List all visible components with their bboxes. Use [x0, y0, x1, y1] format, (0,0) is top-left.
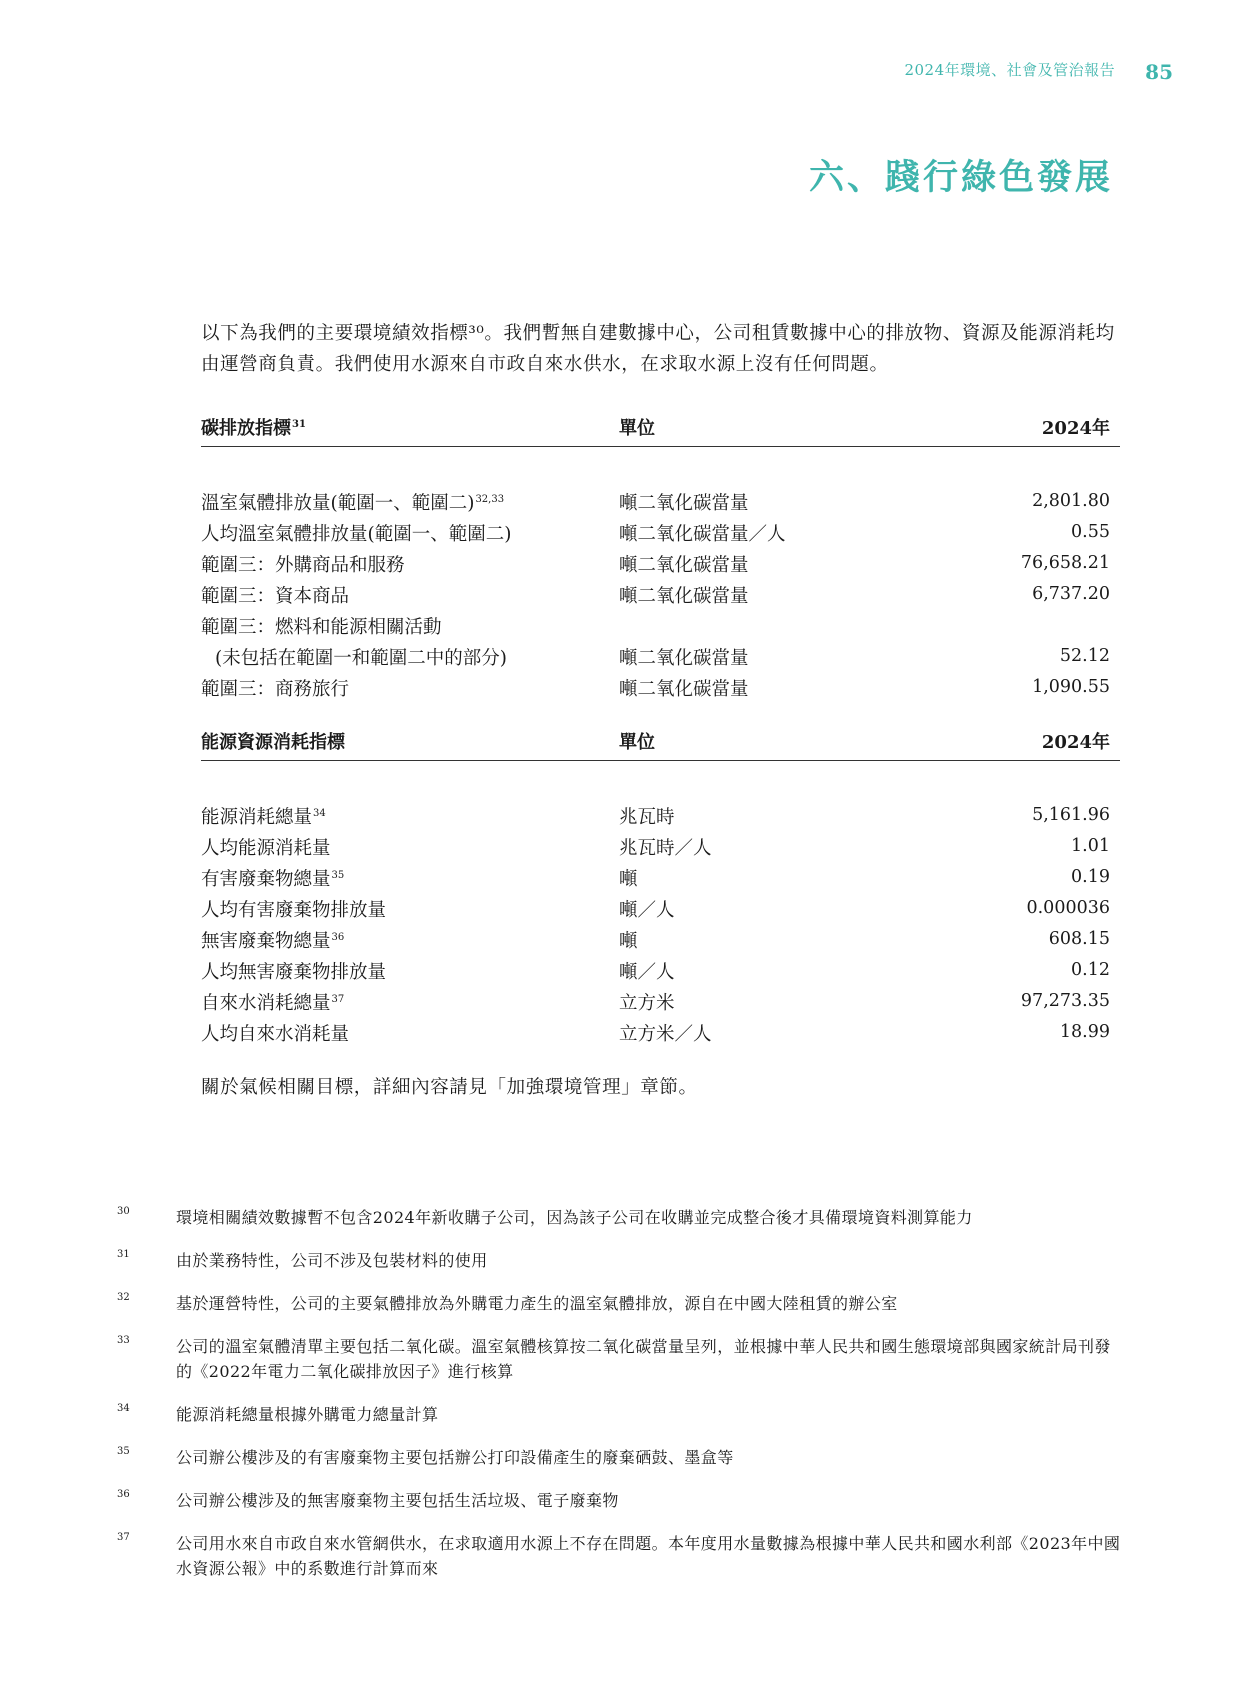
footnote-text: 環境相關績效數據暫不包含2024年新收購子公司，因為該子公司在收購並完成整合後才具備環境資料測算能力 — [176, 1208, 973, 1227]
indicator-name — [201, 613, 442, 639]
indicator-value: 0.000036 — [1026, 898, 1110, 918]
footnote-ref: 37 — [331, 994, 345, 1005]
indicator-unit: 噸二氧化碳當量 — [619, 586, 749, 607]
footnote-ref: 35 — [331, 870, 345, 881]
indicator-label: 無害廢棄物總量 — [201, 931, 331, 952]
footnote-ref: 32,33 — [475, 494, 505, 505]
table-row — [201, 801, 1120, 832]
indicator-name — [201, 865, 344, 891]
footnote-number: 34 — [117, 1403, 130, 1414]
indicator-name — [201, 803, 326, 829]
footnote-item — [0, 1531, 1241, 1581]
indicator-name — [201, 551, 405, 577]
indicator-unit: 噸／人 — [619, 900, 675, 921]
indicator-name — [201, 1020, 349, 1046]
footnote-ref: 34 — [313, 808, 326, 819]
indicator-value: 5,161.96 — [1032, 805, 1110, 825]
unit-heading: 單位 — [619, 418, 655, 439]
footnote-text: 公司用水來自市政自來水管網供水，在求取適用水源上不存在問題。本年度用水量數據為根據中華人民共和國水利部《2023年中國水資源公報》中的系數進行計算而來 — [176, 1534, 1121, 1578]
indicator-name — [201, 675, 349, 701]
footnote-item — [0, 1291, 1241, 1316]
indicator-label: 人均溫室氣體排放量(範圍一、範圍二) — [201, 524, 512, 545]
indicator-value: 1,090.55 — [1032, 677, 1110, 697]
indicator-unit: 兆瓦時／人 — [619, 838, 712, 859]
indicator-label: 能源消耗總量 — [201, 807, 313, 828]
indicator-value: 52.12 — [1059, 646, 1110, 666]
footnote-ref: 36 — [331, 932, 345, 943]
indicator-unit: 兆瓦時 — [619, 807, 675, 828]
table-row — [201, 611, 1120, 642]
table-row — [201, 894, 1120, 925]
table-row — [201, 549, 1120, 580]
footnote-text: 公司的溫室氣體清單主要包括二氧化碳。溫室氣體核算按二氧化碳當量呈列，並根據中華人民共和國生態環境部與國家統計局刊發的《2022年電力二氧化碳排放因子》進行核算 — [176, 1337, 1111, 1381]
indicator-label: 人均自來水消耗量 — [201, 1024, 350, 1045]
indicator-value: 1.01 — [1071, 836, 1110, 856]
footnote-item — [0, 1488, 1241, 1513]
indicator-label: 人均有害廢棄物排放量 — [201, 900, 387, 921]
indicator-unit: 立方米／人 — [619, 1024, 712, 1045]
indicator-label: 自來水消耗總量 — [201, 993, 331, 1014]
footnote-number: 31 — [117, 1249, 130, 1260]
report-title: 2024年環境、社會及管治報告 — [904, 61, 1116, 79]
footnote-item — [0, 1248, 1241, 1273]
indicator-label: 人均無害廢棄物排放量 — [201, 962, 387, 983]
indicator-name — [201, 520, 511, 546]
intro-paragraph: 以下為我們的主要環境績效指標³⁰。我們暫無自建數據中心，公司租賃數據中心的排放物、資源及能源消耗均由運營商負責。我們使用水源來自市政自來水供水，在求取水源上沒有任何問題。 — [201, 323, 1115, 375]
footnotes — [0, 1205, 1241, 1599]
indicator-unit: 噸二氧化碳當量 — [619, 679, 749, 700]
energy-table-header — [201, 724, 1120, 761]
energy-table-body — [201, 801, 1120, 1049]
table-row — [201, 487, 1120, 518]
indicator-unit: 噸二氧化碳當量／人 — [619, 524, 786, 545]
indicator-name — [201, 958, 386, 984]
indicator-label: 範圍三：外購商品和服務 — [201, 555, 405, 576]
indicator-label: 人均能源消耗量 — [201, 838, 331, 859]
year-heading: 2024年 — [1041, 418, 1110, 439]
footnote-item — [0, 1445, 1241, 1470]
footnote-text: 公司辦公樓涉及的無害廢棄物主要包括生活垃圾、電子廢棄物 — [176, 1491, 619, 1510]
year-heading: 2024年 — [1041, 732, 1110, 753]
indicator-name — [201, 489, 504, 515]
footnote-item — [0, 1205, 1241, 1230]
footnote-text: 公司辦公樓涉及的有害廢棄物主要包括辦公打印設備產生的廢棄硒鼓、墨盒等 — [176, 1448, 734, 1467]
table-row — [201, 673, 1120, 704]
indicator-unit: 噸 — [619, 869, 638, 890]
table-row — [201, 987, 1120, 1018]
indicator-unit: 噸二氧化碳當量 — [619, 648, 749, 669]
table-row — [201, 956, 1120, 987]
indicator-label: 範圍三：燃料和能源相關活動 — [201, 617, 442, 638]
indicator-label: 範圍三：商務旅行 — [201, 679, 350, 700]
footnote-number: 33 — [117, 1335, 130, 1346]
footnote-number: 36 — [117, 1489, 130, 1500]
footnote-number: 37 — [117, 1532, 130, 1543]
footnote-number: 35 — [117, 1446, 130, 1457]
footnote-item — [0, 1402, 1241, 1427]
indicator-name — [215, 644, 507, 670]
carbon-emission-table — [201, 410, 1120, 704]
indicator-label: 範圍三：資本商品 — [201, 586, 350, 607]
table-row — [201, 925, 1120, 956]
climate-note: 關於氣候相關目標，詳細內容請見「加強環境管理」章節。 — [201, 1077, 698, 1098]
footnote-text: 能源消耗總量根據外購電力總量計算 — [176, 1405, 439, 1424]
footnote-item — [0, 1334, 1241, 1384]
unit-heading: 單位 — [619, 732, 655, 753]
indicator-value: 608.15 — [1048, 929, 1110, 949]
table-row — [201, 832, 1120, 863]
page-number: 85 — [1145, 60, 1173, 84]
indicator-value: 76,658.21 — [1020, 553, 1110, 573]
indicator-value: 0.12 — [1071, 960, 1110, 980]
indicator-unit: 立方米 — [619, 993, 675, 1014]
indicator-value: 97,273.35 — [1020, 991, 1110, 1011]
carbon-table-body — [201, 487, 1120, 704]
indicator-value: 0.19 — [1071, 867, 1110, 887]
table-row — [201, 580, 1120, 611]
indicator-label: 溫室氣體排放量(範圍一、範圍二) — [201, 493, 475, 514]
indicator-unit: 噸二氧化碳當量 — [619, 493, 749, 514]
indicator-value: 2,801.80 — [1032, 491, 1110, 511]
indicator-value: 18.99 — [1059, 1022, 1110, 1042]
indicator-unit: 噸二氧化碳當量 — [619, 555, 749, 576]
indicator-name — [201, 582, 349, 608]
indicator-name — [201, 927, 344, 953]
carbon-heading: 碳排放指標$^{31}$ — [201, 418, 306, 439]
table-row — [201, 1018, 1120, 1049]
indicator-name — [201, 989, 344, 1015]
indicator-name — [201, 834, 331, 860]
energy-heading: 能源資源消耗指標 — [201, 732, 345, 753]
indicator-value: 0.55 — [1071, 522, 1110, 542]
footnote-number: 32 — [117, 1292, 130, 1303]
carbon-table-header — [201, 410, 1120, 447]
table-row — [201, 518, 1120, 549]
page-header — [904, 54, 1173, 84]
indicator-value: 6,737.20 — [1032, 584, 1110, 604]
table-row — [201, 863, 1120, 894]
section-title: 六、踐行綠色發展 — [808, 157, 1113, 198]
energy-resource-table — [201, 724, 1120, 1049]
indicator-name — [201, 896, 386, 922]
indicator-unit: 噸 — [619, 931, 638, 952]
indicator-unit: 噸／人 — [619, 962, 675, 983]
footnote-text: 基於運營特性，公司的主要氣體排放為外購電力產生的溫室氣體排放，源自在中國大陸租賃的辦公室 — [176, 1294, 898, 1313]
table-row — [201, 642, 1120, 673]
footnote-number: 30 — [117, 1206, 130, 1217]
indicator-label: (未包括在範圍一和範圍二中的部分) — [215, 648, 507, 669]
footnote-text: 由於業務特性，公司不涉及包裝材料的使用 — [176, 1251, 488, 1270]
indicator-label: 有害廢棄物總量 — [201, 869, 331, 890]
